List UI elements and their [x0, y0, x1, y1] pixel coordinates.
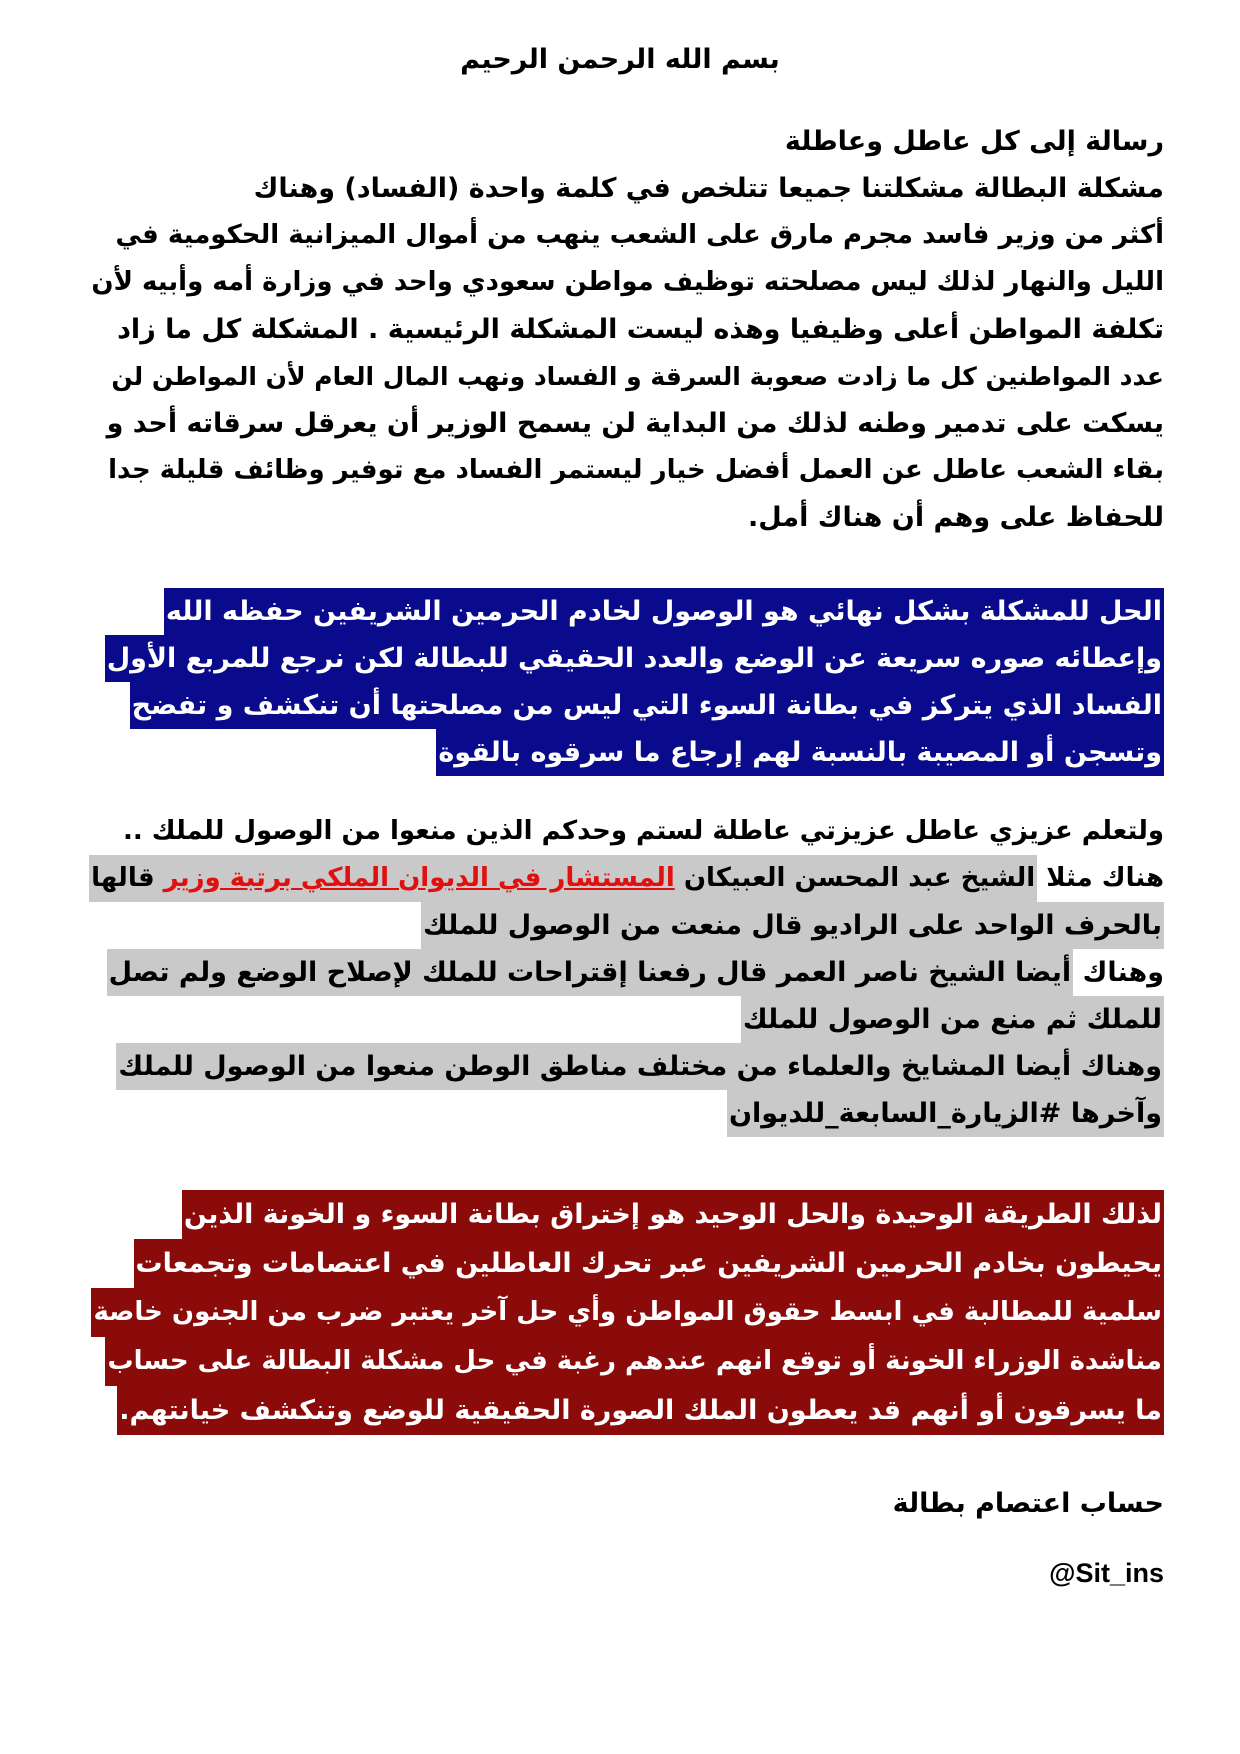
paragraph-line: أكثر من وزير فاسد مجرم مارق على الشعب ينهب من أموال الميزانية الحكومية في [115, 220, 1164, 250]
hashtag-line: وآخرها #الزيارة_السابعة_للديوان [727, 1090, 1164, 1137]
highlighted-line: يحيطون بخادم الحرمين الشريفين عبر تحرك العاطلين في اعتصامات وتجمعات [134, 1239, 1165, 1288]
paragraph-line: رسالة إلى كل عاطل وعاطلة [784, 126, 1164, 157]
paragraph-line: مشكلة البطالة مشكلتنا جميعا تتلخص في كلمة واحدة (الفساد) وهناك [253, 173, 1164, 204]
paragraph-line: تكلفة المواطن أعلى وظيفيا وهذه ليست المشكلة الرئيسية . المشكلة كل ما زاد [117, 314, 1164, 345]
highlighted-line: ما يسرقون أو أنهم قد يعطون الملك الصورة الحقيقية للوضع وتنكشف خيانتهم. [117, 1386, 1164, 1435]
paragraph-line: بقاء الشعب عاطل عن العمل أفضل خيار ليستمر الفساد مع توفير وظائف قليلة جدا [108, 455, 1164, 485]
basmala-title: بسم الله الرحمن الرحيم [460, 44, 780, 75]
highlighted-segment: أيضا الشيخ ناصر العمر قال رفعنا إقتراحات للملك لإصلاح الوضع ولم تصل [107, 949, 1074, 996]
paragraph-line: ولتعلم عزيزي عاطل عزيزتي عاطلة لستم وحدكم الذين منعوا من الوصول للملك .. [122, 816, 1164, 846]
paragraph-line [84, 949, 1164, 996]
highlighted-line: الفساد الذي يتركز في بطانة السوء التي ليس من مصلحتها أن تنكشف و تفضح [130, 682, 1164, 729]
paragraph-examples-gray [84, 808, 1164, 1137]
paragraph-line: للحفاظ على وهم أن هناك أمل. [748, 502, 1164, 533]
paragraph-corruption [84, 118, 1164, 541]
highlighted-segment [89, 855, 1037, 902]
sheikh-name: الشيخ عبد المحسن العبيكان [674, 863, 1036, 893]
line-prefix: وهناك [1073, 957, 1164, 988]
highlighted-line: وإعطائه صوره سريعة عن الوضع والعدد الحقيقي للبطالة لكن نرجع للمربع الأول [105, 635, 1164, 682]
highlighted-line: بالحرف الواحد على الراديو قال منعت من الوصول للملك [421, 902, 1164, 949]
advisor-title: المستشار في الديوان الملكي برتبة وزير [163, 863, 675, 893]
highlighted-line: وهناك أيضا المشايخ والعلماء من مختلف مناطق الوطن منعوا من الوصول للملك [116, 1043, 1164, 1090]
twitter-handle: @Sit_ins [1049, 1558, 1164, 1588]
paragraph-line: يسكت على تدمير وطنه لذلك من البداية لن يسمح الوزير أن يعرقل سرقاته أحد و [106, 408, 1164, 439]
twitter-handle-container [84, 1558, 1164, 1589]
paragraph-line [84, 855, 1164, 902]
paragraph-solution-blue [84, 588, 1164, 776]
paragraph-line: عدد المواطنين كل ما زادت صعوبة السرقة و الفساد ونهب المال العام لأن المواطن لن [111, 362, 1164, 391]
highlighted-line: الحل للمشكلة بشكل نهائي هو الوصول لخادم الحرمين الشريفين حفظه الله [164, 588, 1164, 635]
line-suffix: قالها [91, 863, 164, 893]
paragraph-line: الليل والنهار لذلك ليس مصلحته توظيف مواطن سعودي واحد في وزارة أمه وأبيه لأن [91, 267, 1164, 297]
signature: حساب اعتصام بطالة [892, 1488, 1164, 1519]
highlighted-line: سلمية للمطالبة في ابسط حقوق المواطن وأي حل آخر يعتبر ضرب من الجنون خاصة [91, 1288, 1164, 1337]
highlighted-line: لذلك الطريقة الوحيدة والحل الوحيد هو إختراق بطانة السوء و الخونة الذين [182, 1190, 1164, 1239]
line-prefix: هناك مثلا [1037, 863, 1164, 893]
highlighted-line: وتسجن أو المصيبة بالنسبة لهم إرجاع ما سرقوه بالقوة [436, 729, 1164, 776]
highlighted-line: مناشدة الوزراء الخونة أو توقع انهم عندهم رغبة في حل مشكلة البطالة على حساب [105, 1337, 1164, 1386]
paragraph-conclusion-red [84, 1190, 1164, 1435]
highlighted-line: للملك ثم منع من الوصول للملك [741, 996, 1164, 1043]
